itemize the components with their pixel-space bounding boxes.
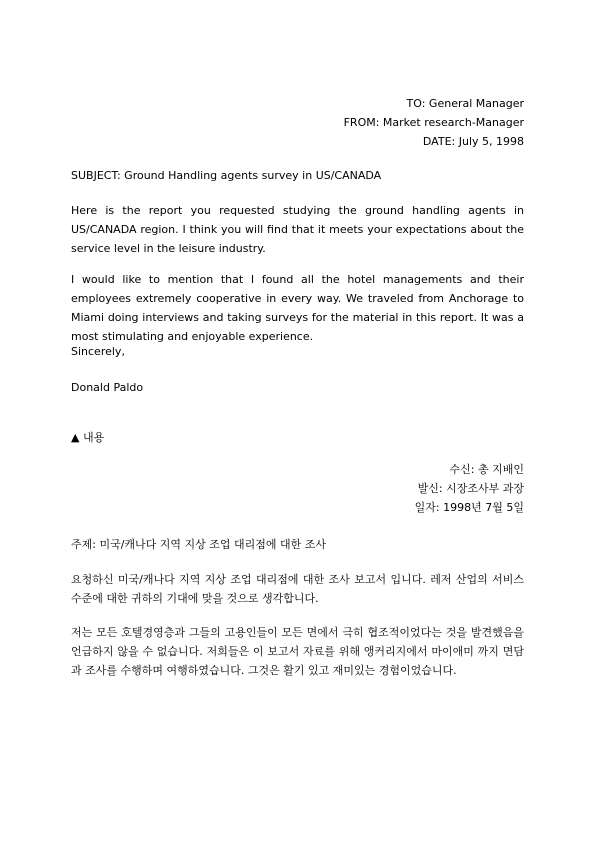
memo-from-korean: 발신: 시장조사부 과장 bbox=[417, 482, 524, 495]
closing: Sincerely, bbox=[71, 345, 125, 358]
body-paragraph-1-korean: 요청하신 미국/캐나다 지역 지상 조업 대리점에 대한 조사 보고서 입니다. 레저 산업의 서비스 수준에 대한 귀하의 기대에 맞을 것으로 생각합니다. bbox=[71, 573, 524, 605]
body-paragraph-2-korean: 저는 모든 호텔경영층과 그들의 고용인들이 모든 면에서 극히 협조적이었다는 것을 발견했음을 언급하지 않을 수 없습니다. 저희들은 이 보고서 자료를 위해 앵커리지에서 마이애미 까지 면담과 조사를 수행하며 여행하였습니다. 그것은 활기 있고 재미있는 경험이었습니다. bbox=[71, 626, 524, 677]
signature: Donald Paldo bbox=[71, 381, 144, 394]
memo-header-english bbox=[344, 94, 524, 151]
memo-header-korean bbox=[415, 460, 524, 517]
memo-date-korean: 일자: 1998년 7월 5일 bbox=[414, 501, 524, 514]
memo-from: FROM: Market research-Manager bbox=[343, 116, 524, 129]
body-paragraph-1: Here is the report you requested studying the ground handling agents in US/CANADA region. I think you will find that it meets your expectations about the service level in the leisure industry. bbox=[71, 204, 524, 255]
memo-date: DATE: July 5, 1998 bbox=[422, 135, 524, 148]
memo-to: TO: General Manager bbox=[406, 97, 524, 110]
memo-subject: SUBJECT: Ground Handling agents survey in US/CANADA bbox=[71, 169, 382, 182]
korean-section-heading: ▲ 내용 bbox=[71, 431, 105, 444]
memo-to-korean: 수신: 총 지배인 bbox=[449, 463, 524, 476]
body-paragraph-2: I would like to mention that I found all the hotel managements and their employees extremely cooperative in every way. We traveled from Anchorage to Miami doing interviews and taking surveys for the material in this report. It was a most stimulating and enjoyable experience. bbox=[71, 273, 524, 343]
memo-subject-korean: 주제: 미국/캐나다 지역 지상 조업 대리점에 대한 조사 bbox=[71, 538, 327, 551]
